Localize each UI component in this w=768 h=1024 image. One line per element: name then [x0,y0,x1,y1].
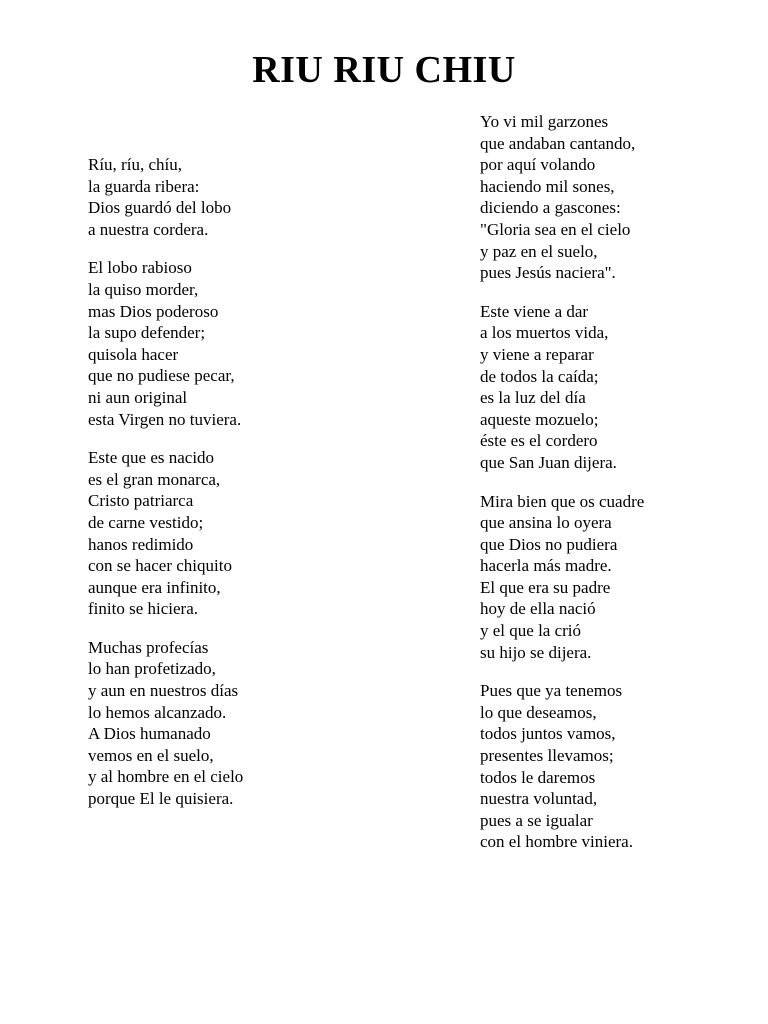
verse-line: mas Dios poderoso [88,301,219,321]
verse-line: Este que es nacido [88,448,215,468]
verse-line: presentes llevamos; [480,746,614,766]
verse-line: porque El le quisiera. [88,789,234,809]
verse-line: que no pudiese pecar, [88,366,235,386]
verse-line: quisola hacer [88,344,179,364]
verse-line: esta Virgen no tuviera. [88,409,242,429]
verse-line: pues a se igualar [480,810,593,830]
verse-line: que Dios no pudiera [480,534,618,554]
left-column [88,154,388,827]
verse-line: haciendo mil sones, [480,176,615,196]
verse-line: ni aun original [88,387,188,407]
verse-line: diciendo a gascones: [480,198,621,218]
verse-line: la guarda ribera: [88,176,200,196]
verse-line: El lobo rabioso [88,258,192,278]
stanza [88,154,388,240]
verse-line: nuestra voluntad, [480,789,598,809]
stanza [480,491,750,664]
verse-line: hoy de ella nació [480,599,596,619]
verse-line: es la luz del día [480,388,586,408]
verse-line: y viene a reparar [480,344,594,364]
verse-line: que San Juan dijera. [480,452,617,472]
verse-line: Muchas profecías [88,637,209,657]
verse-line: la supo defender; [88,323,206,343]
verse-line: es el gran monarca, [88,469,221,489]
stanza [480,680,750,853]
stanza [480,111,750,284]
verse-line: de carne vestido; [88,512,204,532]
verse-line: finito se hiciera. [88,599,198,619]
verse-line: Dios guardó del lobo [88,198,232,218]
page-title: RIU RIU CHIU [252,49,516,91]
right-column [480,111,750,870]
verse-line: que ansina lo oyera [480,513,612,533]
stanza [88,447,388,620]
verse-line: su hijo se dijera. [480,642,592,662]
verse-line: lo que deseamos, [480,702,597,722]
verse-line: A Dios humanado [88,724,211,744]
verse-line: con se hacer chiquito [88,556,232,576]
verse-line: Mira bien que os cuadre [480,491,645,511]
verse-line: que andaban cantando, [480,133,636,153]
verse-line: y al hombre en el cielo [88,767,244,787]
verse-line: aunque era infinito, [88,577,221,597]
stanza [480,301,750,474]
verse-line: aqueste mozuelo; [480,409,599,429]
stanza [88,257,388,430]
verse-line: lo hemos alcanzado. [88,702,227,722]
verse-line: hacerla más madre. [480,556,612,576]
verse-line: y paz en el suelo, [480,241,598,261]
verse-line: Ríu, ríu, chíu, [88,155,182,174]
verse-line: y el que la crió [480,621,582,641]
verse-line: a nuestra cordera. [88,219,209,239]
verse-line: Pues que ya tenemos [480,681,623,701]
verse-line: El que era su padre [480,577,611,597]
verse-line: a los muertos vida, [480,323,609,343]
verse-line: todos le daremos [480,767,596,787]
verse-line: Este viene a dar [480,301,589,321]
stanza [88,637,388,810]
verse-line: todos juntos vamos, [480,724,616,744]
verse-line: y aun en nuestros días [88,681,239,701]
verse-line: lo han profetizado, [88,659,216,679]
verse-line: pues Jesús naciera". [480,263,616,283]
verse-line: hanos redimido [88,534,194,554]
verse-line: con el hombre viniera. [480,832,633,852]
verse-line: de todos la caída; [480,366,599,386]
verse-line: la quiso morder, [88,279,199,299]
verse-line: por aquí volando [480,155,596,175]
verse-line: Cristo patriarca [88,491,194,511]
verse-line: "Gloria sea en el cielo [480,219,631,239]
verse-line: Yo vi mil garzones [480,112,609,131]
verse-line: vemos en el suelo, [88,745,214,765]
verse-line: éste es el cordero [480,431,598,451]
